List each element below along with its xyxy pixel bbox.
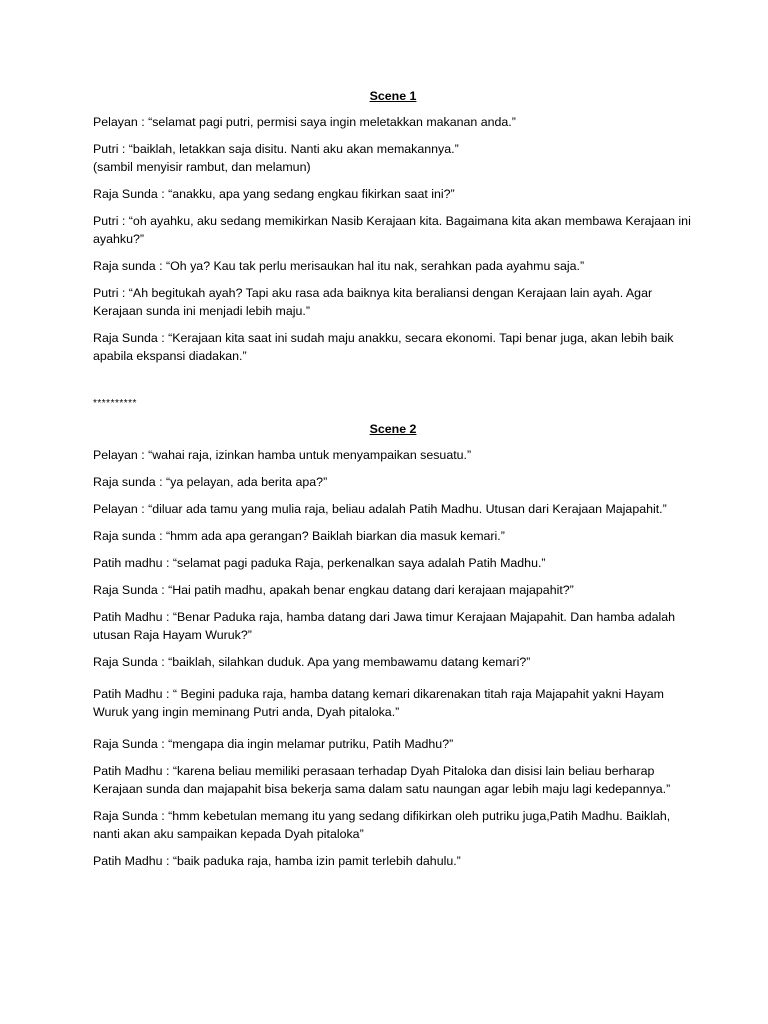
dialogue-line: Patih Madhu : “ Begini paduka raja, hamba datang kemari dikarenakan titah raja Majapahit yakni Hayam Wuruk yang ingin meminang Putri anda, Dyah pitaloka.”: [93, 687, 664, 719]
dialogue-line: Raja sunda : “Oh ya? Kau tak perlu merisaukan hal itu nak, serahkan pada ayahmu saja.”: [93, 259, 585, 273]
dialogue-line: Patih Madhu : “karena beliau memiliki perasaan terhadap Dyah Pitaloka dan disisi lain beliau berharap Kerajaan sunda dan majapahit bisa bekerja sama dalam satu naungan agar lebih maju lagi kedepannya.”: [93, 764, 671, 796]
dialogue-line: Putri : “oh ayahku, aku sedang memikirkan Nasib Kerajaan kita. Bagaimana kita akan membawa Kerajaan ini ayahku?”: [93, 214, 691, 246]
dialogue-line: Raja sunda : “hmm ada apa gerangan? Baiklah biarkan dia masuk kemari.”: [93, 529, 505, 543]
dialogue-line: Patih madhu : “selamat pagi paduka Raja, perkenalkan saya adalah Patih Madhu.”: [93, 556, 546, 570]
dialogue-line: Raja Sunda : “hmm kebetulan memang itu yang sedang difikirkan oleh putriku juga,Patih Madhu. Baiklah, nanti akan aku sampaikan kepada Dyah pitaloka”: [93, 809, 671, 841]
dialogue-line: Patih Madhu : “Benar Paduka raja, hamba datang dari Jawa timur Kerajaan Majapahit. Dan hamba adalah utusan Raja Hayam Wuruk?”: [93, 610, 676, 642]
dialogue-line: Raja Sunda : “Kerajaan kita saat ini sudah maju anakku, secara ekonomi. Tapi benar juga, akan lebih baik apabila ekspansi diadakan.”: [93, 331, 674, 363]
dialogue-line: Raja Sunda : “anakku, apa yang sedang engkau fikirkan saat ini?”: [93, 187, 455, 201]
dialogue-line: Pelayan : “selamat pagi putri, permisi saya ingin meletakkan makanan anda.”: [93, 115, 516, 129]
dialogue-line: Raja Sunda : “mengapa dia ingin melamar putriku, Patih Madhu?”: [93, 737, 454, 751]
dialogue-line: Patih Madhu : “baik paduka raja, hamba izin pamit terlebih dahulu.”: [93, 854, 461, 868]
document-body: [93, 88, 693, 879]
dialogue-line: Pelayan : “diluar ada tamu yang mulia raja, beliau adalah Patih Madhu. Utusan dari Kerajaan Majapahit.”: [93, 502, 667, 516]
dialogue-line: Raja sunda : “ya pelayan, ada berita apa?”: [93, 475, 328, 489]
scene-1-title: Scene 1: [369, 89, 417, 103]
dialogue-line: Raja Sunda : “baiklah, silahkan duduk. Apa yang membawamu datang kemari?”: [93, 655, 531, 669]
scene-2-title: Scene 2: [369, 422, 417, 436]
dialogue-line: Putri : “Ah begitukah ayah? Tapi aku rasa ada baiknya kita beraliansi dengan Kerajaan lain ayah. Agar Kerajaan sunda ini menjadi lebih maju.”: [93, 286, 653, 318]
dialogue-line: Pelayan : “wahai raja, izinkan hamba untuk menyampaikan sesuatu.”: [93, 448, 472, 462]
dialogue-line: Raja Sunda : “Hai patih madhu, apakah benar engkau datang dari kerajaan majapahit?”: [93, 583, 574, 597]
scene-separator: **********: [93, 398, 137, 409]
dialogue-line: Putri : “baiklah, letakkan saja disitu. Nanti aku akan memakannya.” (sambil menyisir rambut, dan melamun): [93, 142, 459, 174]
